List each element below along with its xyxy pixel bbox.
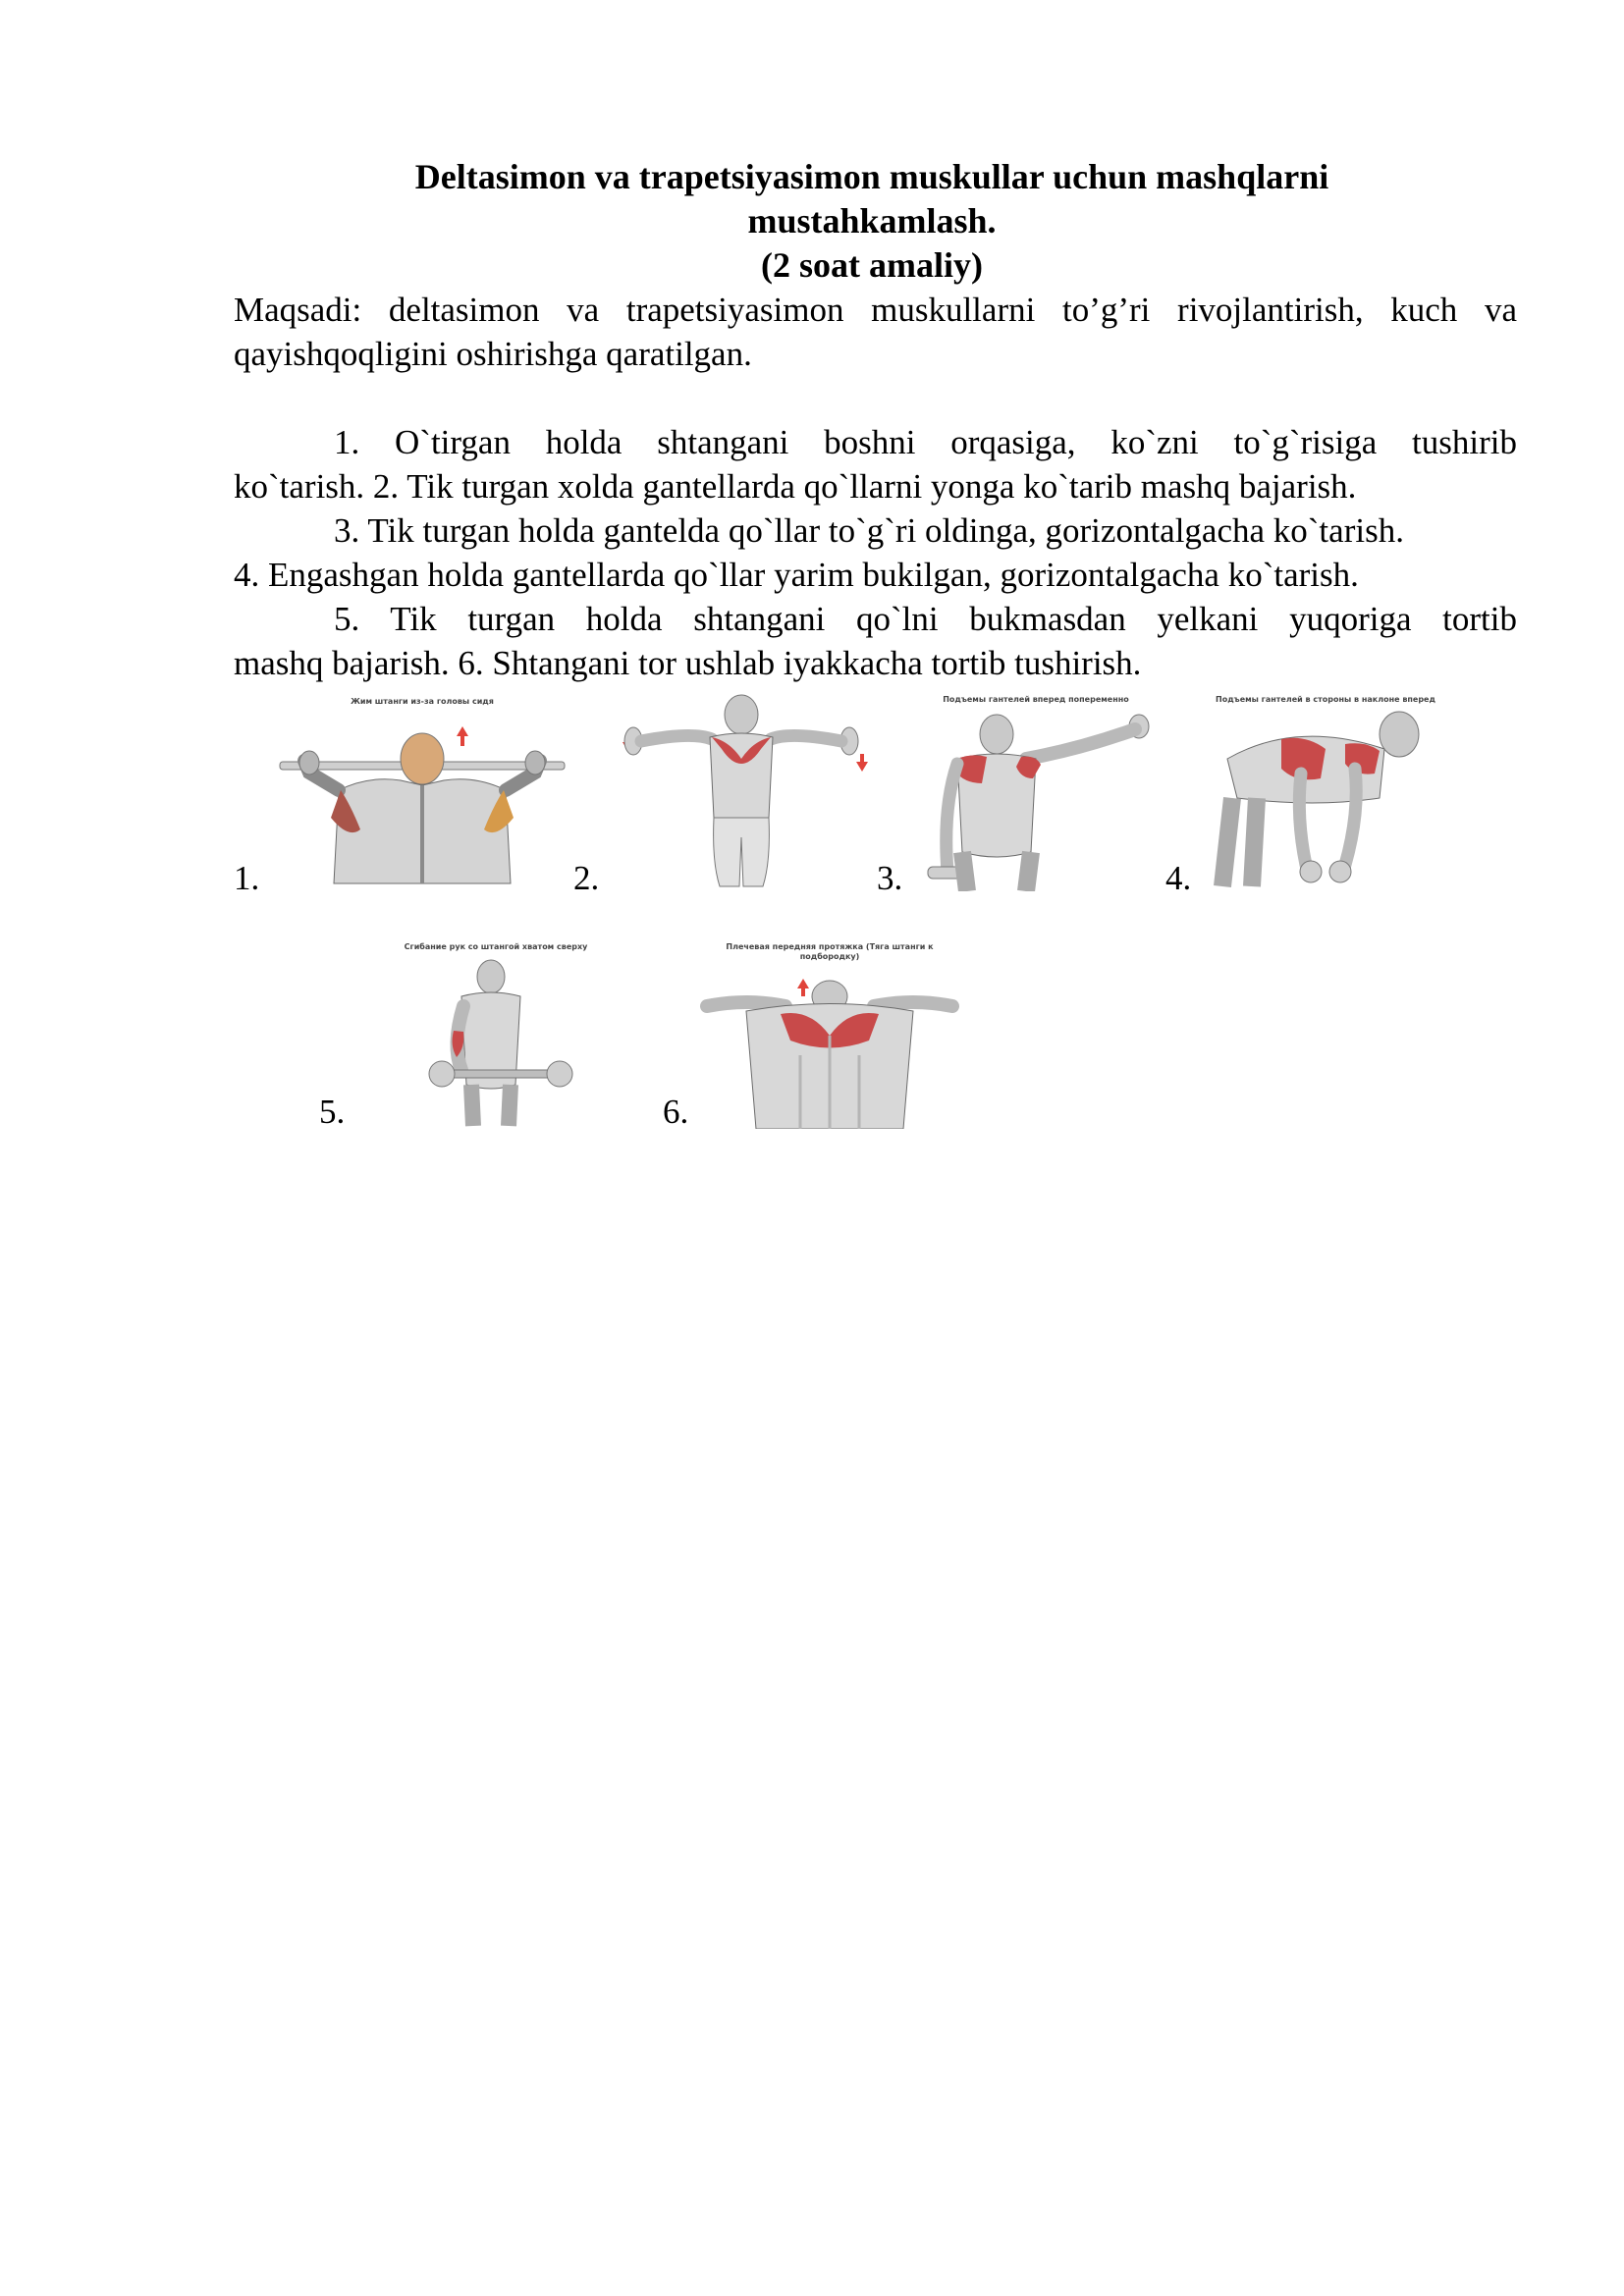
exercise-paragraph-2-line-1: 3. Tik turgan holda gantelda qo`llar to`g`ri oldinga, gorizontalgacha ko`tarish. [334, 511, 1404, 550]
figure-5-illustration [383, 937, 609, 1129]
purpose-line-1: Maqsadi: deltasimon va trapetsiyasimon muskullarni to’g’ri rivojlantirish, kuch va [234, 291, 1517, 329]
figure-4-illustration [1198, 690, 1453, 891]
exercise-paragraph-1-line-2: ko`tarish. 2. Tik turgan xolda gantellarda qo`llarni yonga ko`tarib mashq bajarish. [234, 467, 1357, 506]
page-subtitle: (2 soat amaliy) [761, 245, 983, 285]
figure-2-illustration [614, 690, 869, 891]
exercise-paragraph-1-line-1: 1. O`tirgan holda shtangani boshni orqasiga, ko`zni to`g`risiga tushirib [334, 423, 1517, 461]
exercise-paragraph-3-line-2: mashq bajarish. 6. Shtangani tor ushlab iyakkacha tortib tushirish. [234, 644, 1142, 682]
figure-number-4: 4. [1165, 859, 1192, 897]
figure-1-caption: Жим штанги из-за головы сидя [351, 697, 494, 706]
figure-6-illustration [687, 937, 972, 1129]
figure-3-illustration [903, 690, 1168, 891]
figure-6-caption-line-1: Плечевая передняя протяжка (Тяга штанги к [726, 942, 934, 951]
figure-number-5: 5. [319, 1093, 346, 1131]
figure-6-caption-line-2: подбородку) [799, 952, 860, 961]
page-title-line-2: mustahkamlash. [747, 201, 997, 240]
purpose-line-2: qayishqoqligini oshirishga qaratilgan. [234, 335, 752, 373]
exercise-paragraph-3-line-1: 5. Tik turgan holda shtangani qo`lni bukmasdan yelkani yuqoriga tortib [334, 600, 1517, 638]
figure-1-illustration [270, 692, 574, 893]
figure-number-6: 6. [663, 1093, 689, 1131]
figure-number-1: 1. [234, 859, 260, 897]
figure-3-caption: Подъемы гантелей вперед попеременно [943, 695, 1129, 704]
page-title-line-1: Deltasimon va trapetsiyasimon muskullar uchun mashqlarni [414, 157, 1329, 196]
exercise-paragraph-2-line-2: 4. Engashgan holda gantellarda qo`llar yarim bukilgan, gorizontalgacha ko`tarish. [234, 556, 1359, 594]
figure-5-caption: Сгибание рук со штангой хватом сверху [404, 942, 588, 951]
figure-4-caption: Подъемы гантелей в стороны в наклоне вперед [1216, 695, 1435, 704]
figure-number-2: 2. [573, 859, 600, 897]
figure-number-3: 3. [877, 859, 903, 897]
